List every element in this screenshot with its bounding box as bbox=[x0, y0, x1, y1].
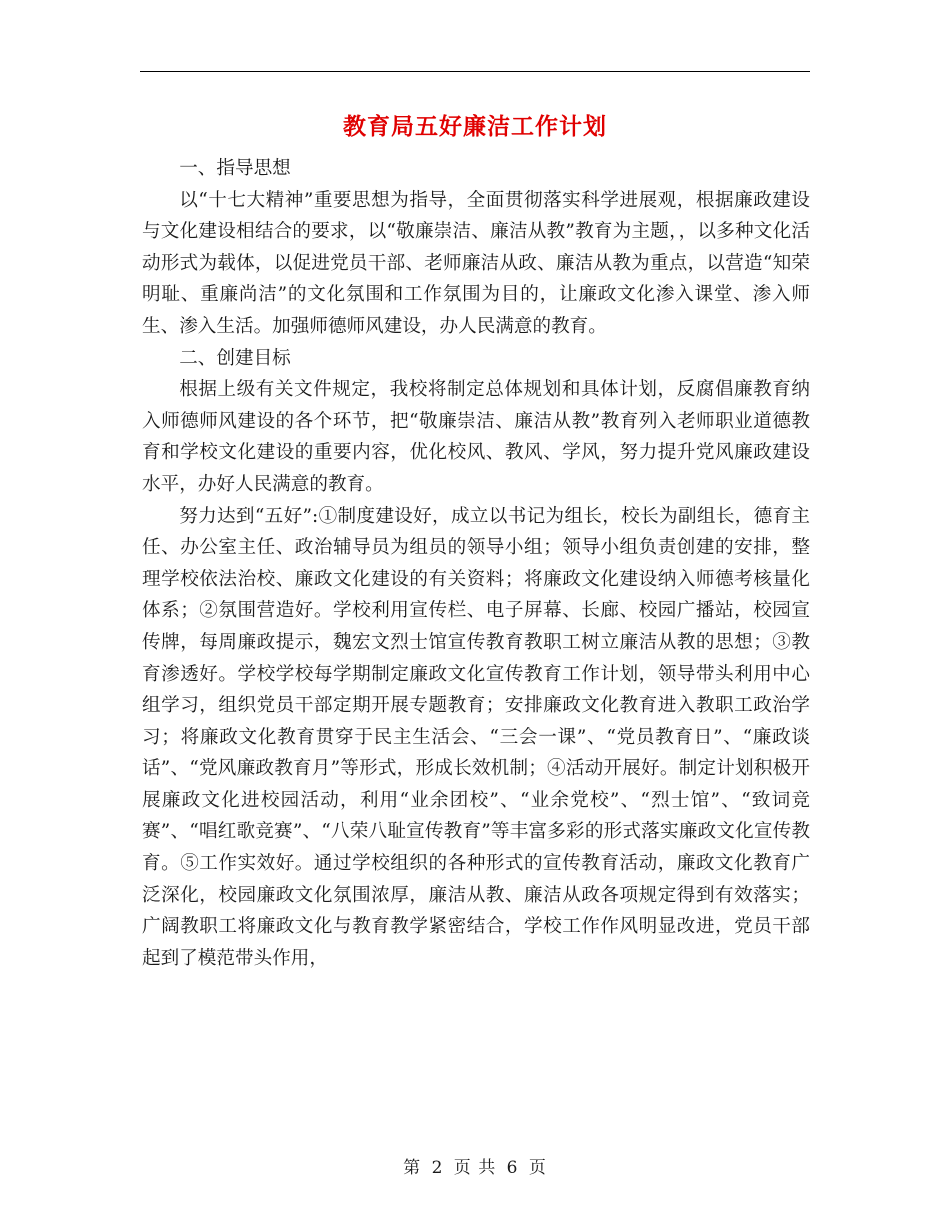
paragraph-guiding-thought: 以“十七大精神”重要思想为指导，全面贯彻落实科学进展观，根据廉政建设与文化建设相结合的要求，以“敬廉崇洁、廉洁从教”教育为主题，，以多种文化活动形式为载体，以促进党员干部、老师廉洁从政、廉洁从教为重点，以营造“知荣明耻、重廉尚洁”的文化氛围和工作氛围为目的，让廉政文化渗入课堂、渗入师生、渗入生活。加强师德师风建设，办人民满意的教育。 bbox=[142, 189, 810, 337]
document-body bbox=[142, 153, 810, 974]
page-footer bbox=[0, 1153, 950, 1178]
footer-suffix: 页 bbox=[528, 1158, 547, 1178]
paragraph-goals: 根据上级有关文件规定，我校将制定总体规划和具体计划，反腐倡廉教育纳入师德师风建设的各个环节，把“敬廉崇洁、廉洁从教”教育列入老师职业道德教育和学校文化建设的重要内容，优化校风、教风、学风，努力提升党风廉政建设水平，办好人民满意的教育。 bbox=[142, 379, 810, 495]
footer-current-page: 2 bbox=[431, 1158, 444, 1178]
paragraph-five-goods: 努力达到“五好”:①制度建设好，成立以书记为组长，校长为副组长，德育主任、办公室主任、政治辅导员为组员的领导小组；领导小组负责创建的安排，整理学校依法治校、廉政文化建设的有关资料；将廉政文化建设纳入师德考核量化体系；②氛围营造好。学校利用宣传栏、电子屏幕、长廊、校园广播站，校园宣传牌，每周廉政提示，魏宏文烈士馆宣传教育教职工树立廉洁从教的思想；③教育渗透好。学校学校每学期制定廉政文化宣传教育工作计划，领导带头利用中心组学习，组织党员干部定期开展专题教育；安排廉政文化教育进入教职工政治学习；将廉政文化教育贯穿于民主生活会、“三会一课”、“党员教育日”、“廉政谈话”、“党风廉政教育月”等形式，形成长效机制；④活动开展好。制定计划积极开展廉政文化进校园活动，利用“业余团校”、“业余党校”、“烈士馆”、“致词竞赛”、“唱红歌竞赛”、“八荣八耻宣传教育”等丰富多彩的形式落实廉政文化宣传教育。⑤工作实效好。通过学校组织的各种形式的宣传教育活动，廉政文化教育广泛深化，校园廉政文化氛围浓厚，廉洁从教、廉洁从政各项规定得到有效落实；广阔教职工将廉政文化与教育教学紧密结合，学校工作作风明显改进，党员干部起到了模范带头作用， bbox=[142, 505, 810, 969]
footer-total-pages: 6 bbox=[506, 1158, 519, 1178]
footer-middle: 页 共 bbox=[453, 1158, 497, 1178]
section-heading-guiding-thought: 一、指导思想 bbox=[179, 158, 291, 179]
section-heading-goals: 二、创建目标 bbox=[179, 347, 291, 369]
header-rule bbox=[140, 71, 810, 72]
document-title: 教育局五好廉洁工作计划 bbox=[343, 113, 607, 140]
footer-prefix: 第 bbox=[403, 1158, 422, 1178]
